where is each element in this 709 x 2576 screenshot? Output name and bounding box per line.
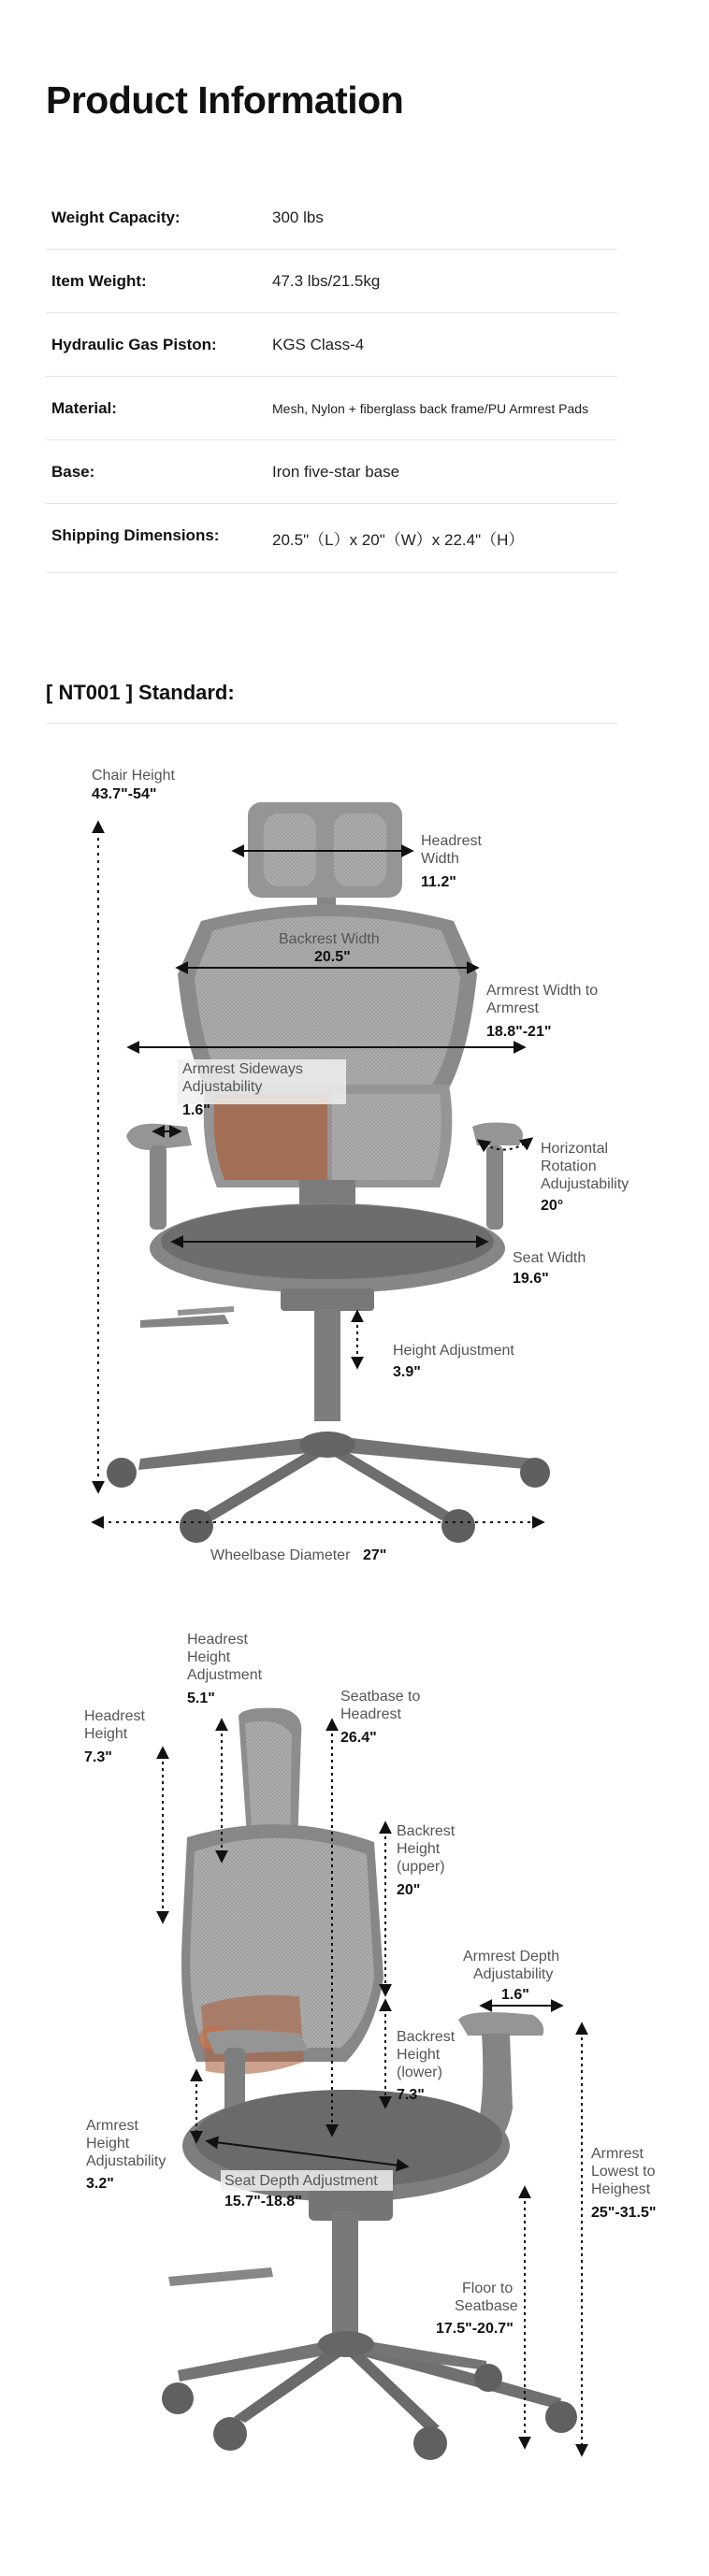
seatbase-to-headrest-label: Seatbase to [340,1689,421,1705]
armrest-width-label: Armrest Width to [486,983,599,999]
divider [46,723,617,724]
headrest-height-adj-label-3: Adjustment [187,1667,263,1683]
backrest-lower-value: 7.3" [397,2087,425,2103]
chair-height-label: Chair Height [92,768,175,784]
spec-value: 47.3 lbs/21.5kg [272,272,381,290]
spec-label: Weight Capacity: [51,209,181,226]
armrest-sideways-value: 1.6" [182,1102,210,1118]
armrest-width-value: 18.8"-21" [486,1024,552,1040]
spec-row-gas-piston [46,313,617,377]
spec-value: 300 lbs [272,209,324,226]
armrest-lowest-label: Armrest [591,2146,644,2162]
spec-label: Base: [51,463,95,481]
floor-to-seatbase-label-2: Seatbase [455,2298,518,2314]
spec-value: Mesh, Nylon + fiberglass back frame/PU Armrest Pads [272,401,589,416]
armrest-height-label: Armrest [86,2118,138,2134]
seatbase-to-headrest-value: 26.4" [340,1730,377,1746]
armrest-lowest-label-2: Lowest to [591,2164,656,2180]
backrest-upper-label-2: Height [397,1841,441,1857]
armrest-depth-label-2: Adjustability [473,1966,554,1982]
armrest-width-label-2: Armrest [486,1000,539,1016]
armrest-lowest-label-3: Heighest [591,2181,651,2197]
spec-row-shipping [46,504,617,573]
seat-depth-label: Seat Depth Adjustment [224,2173,378,2189]
headrest-width-label-2: Width [421,851,459,867]
backrest-lower-label-2: Height [397,2047,441,2063]
chair-side-illustration [162,1708,577,2460]
rotation-label-3: Adujustability [541,1176,629,1192]
seat-depth-value: 15.7"-18.8" [224,2194,302,2209]
armrest-lowest-value: 25"-31.5" [591,2205,657,2221]
spec-row-weight-capacity [46,186,617,250]
chair-height-value: 43.7"-54" [92,786,157,802]
armrest-height-value: 3.2" [86,2176,114,2192]
backrest-lower-label: Backrest [397,2029,456,2045]
spec-label: Material: [51,399,117,417]
headrest-width-label: Headrest [421,833,482,849]
spec-label: Item Weight: [51,272,147,290]
wheelbase-value: 27" [363,1547,387,1561]
front-view-diagram [0,748,709,1561]
rotation-label: Horizontal [541,1141,609,1157]
model-title: [ NT001 ] Standard: [46,681,235,704]
headrest-height-value: 7.3" [84,1749,112,1765]
headrest-height-label-2: Height [84,1726,128,1742]
spec-row-base [46,440,617,504]
spec-label: Hydraulic Gas Piston: [51,336,217,353]
armrest-height-label-3: Adjustability [86,2153,166,2169]
seat-width-value: 19.6" [513,1271,549,1287]
armrest-depth-label: Armrest Depth [463,1949,560,1964]
armrest-height-label-2: Height [86,2136,130,2151]
side-view-diagram [0,1622,709,2557]
seatbase-to-headrest-label-2: Headrest [340,1706,401,1722]
headrest-height-label: Headrest [84,1708,145,1724]
armrest-depth-value: 1.6" [501,1987,529,2003]
armrest-sideways-label: Armrest Sideways [182,1061,303,1077]
headrest-width-value: 11.2" [421,874,456,890]
headrest-height-adj-label: Headrest [187,1632,248,1648]
chair-front-illustration [107,802,550,1543]
page-title: Product Information [46,79,404,122]
headrest-height-adj-label-2: Height [187,1649,231,1665]
backrest-width-label: Backrest Width [279,931,380,947]
backrest-upper-label: Backrest [397,1823,456,1839]
headrest-height-adj-value: 5.1" [187,1691,215,1706]
floor-to-seatbase-label: Floor to [462,2281,514,2296]
spec-label: Shipping Dimensions: [51,526,220,544]
backrest-width-value: 20.5" [314,949,351,965]
seat-width-label: Seat Width [513,1250,586,1266]
spec-value: Iron five-star base [272,463,400,481]
wheelbase-label: Wheelbase Diameter [210,1547,351,1561]
spec-row-material [46,377,617,440]
floor-to-seatbase-value: 17.5"-20.7" [436,2321,514,2337]
rotation-value: 20° [541,1198,564,1214]
spec-value: KGS Class-4 [272,336,365,353]
height-adjustment-label: Height Adjustment [393,1343,514,1359]
backrest-upper-label-3: (upper) [397,1859,445,1875]
height-adjustment-value: 3.9" [393,1364,421,1380]
backrest-upper-value: 20" [397,1882,421,1898]
armrest-sideways-label-2: Adjustability [182,1079,263,1095]
spec-table [46,186,617,573]
spec-value: 20.5"（L）x 20"（W）x 22.4"（H） [272,531,525,549]
rotation-label-2: Rotation [541,1158,597,1174]
spec-row-item-weight [46,250,617,313]
backrest-lower-label-3: (lower) [397,2065,442,2080]
